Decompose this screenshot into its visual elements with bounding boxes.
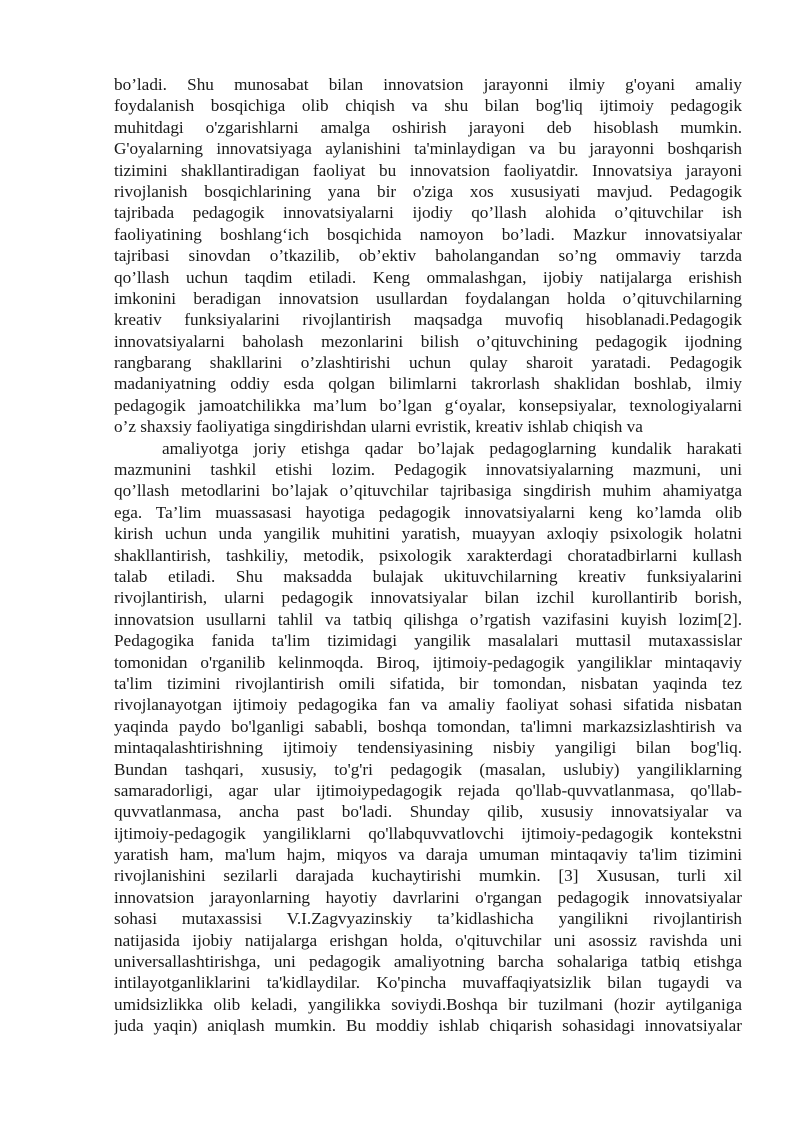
text-line: ta'lim tizimini rivojlantirish omili sifatida, bir tomondan, nisbatan yaqinda tez bbox=[114, 673, 742, 693]
text-line: qo’llash uchun taqdim etiladi. Keng ommalashgan, ijobiy natijalarga erishish bbox=[114, 267, 742, 287]
text-line: rangbarang shakllarini o’zlashtirishi uchun qulay sharoit yaratadi. Pedagogik bbox=[114, 353, 742, 373]
text-line: rivojlanish bosqichlarining yana bir o'ziga xos xususiyati mavjud. Pedagogik bbox=[114, 181, 742, 201]
text-line: imkonini beradigan innovatsion usullardan foydalangan holda o’qituvchilarning bbox=[114, 288, 742, 308]
text-line: mintaqalashtirishning ijtimoiy tendensiyasining nisbiy yangiligi bilan bog'liq. bbox=[114, 738, 742, 758]
text-line: qo’llash metodlarini bo’lajak o’qituvchilar tajribasiga singdirish muhim ahamiyatga bbox=[114, 481, 742, 501]
text-line: o’z shaxsiy faoliyatiga singdirishdan ularni evristik, kreativ ishlab chiqish va bbox=[114, 417, 643, 437]
text-line: kreativ funksiyalarini rivojlantirish maqsadga muvofiq hisoblanadi.Pedagogik bbox=[114, 310, 742, 330]
text-line: shakllantirish, tashkiliy, metodik, psixologik xarakterdagi choratadbirlarni kullash bbox=[114, 545, 742, 565]
text-line: talab etiladi. Shu maksadda bulajak ukituvchilarning kreativ funksiyalarini bbox=[114, 566, 742, 586]
text-line: universallashtirishga, uni pedagogik amaliyotning barcha sohalariga tatbiq etishga bbox=[114, 952, 742, 972]
text-line: faoliyatining boshlang‘ich bosqichida namoyon bo’ladi. Mazkur innovatsiyalar bbox=[114, 224, 742, 244]
text-line: sohasi mutaxassisi V.I.Zagvyazinskiy ta’kidlashicha yangilikni rivojlantirish bbox=[114, 909, 742, 929]
text-line: bo’ladi. Shu munosabat bilan innovatsion jarayonni ilmiy g'oyani amaliy bbox=[114, 75, 742, 94]
text-line: tajribasi sinovdan o’tkazilib, ob’ektiv baholangandan so’ng ommaviy tarzda bbox=[114, 246, 742, 266]
document-page bbox=[114, 74, 742, 1037]
text-line: rivojlanayotgan ijtimoiy pedagogika fan va amaliy faoliyat sohasi sifatida nisbatan bbox=[114, 695, 742, 715]
text-line: rivojlantirish, ularni pedagogik innovatsiyalar bilan izchil kurollantirib borish, bbox=[114, 588, 742, 608]
text-line: foydalanish bosqichiga olib chiqish va shu bilan bog'liq ijtimoiy pedagogik bbox=[114, 96, 742, 116]
text-line: mazmunini tashkil etishi lozim. Pedagogik innovatsiyalarning mazmuni, uni bbox=[114, 460, 742, 480]
text-line: tomonidan o'rganilib kelinmoqda. Biroq, ijtimoiy-pedagogik yangiliklar mintaqaviy bbox=[114, 652, 742, 672]
text-line: quvvatlanmasa, ancha past bo'ladi. Shunday qilib, xususiy innovatsiyalar va bbox=[114, 802, 742, 822]
text-line: ijtimoiy-pedagogik yangiliklarni qo'llabquvvatlovchi ijtimoiy-pedagogik kontekstni bbox=[114, 823, 742, 843]
text-line: yaratish ham, ma'lum hajm, miqyos va daraja umuman mintaqaviy ta'lim tizimini bbox=[114, 845, 742, 865]
text-line: innovatsiyalarni baholash mezonlarini bilish o’qituvchining pedagogik ijodning bbox=[114, 331, 742, 351]
text-line: amaliyotga joriy etishga qadar bo’lajak pedagoglarning kundalik harakati bbox=[162, 438, 742, 458]
text-line: tizimini shakllantiradigan faoliyat bu innovatsion faoliyatdir. Innovatsiya jarayoni bbox=[114, 160, 742, 180]
text-line: yaqinda paydo bo'lganligi sababli, boshqa tomondan, ta'limni markazsizlashtirish va bbox=[114, 716, 742, 736]
text-line: umidsizlikka olib keladi, yangilikka soviydi.Boshqa bir tuzilmani (hozir aytilganiga bbox=[114, 994, 742, 1014]
text-line: Bundan tashqari, xususiy, to'g'ri pedagogik (masalan, uslubiy) yangiliklarning bbox=[114, 759, 742, 779]
text-line: kirish uchun unda yangilik muhitini yaratish, muayyan axloqiy psixologik holatni bbox=[114, 524, 742, 544]
text-line: innovatsion jarayonlarning hayotiy davrlarini o'rgangan pedagogik innovatsiyalar bbox=[114, 887, 742, 907]
text-line: juda yaqin) aniqlash mumkin. Bu moddiy ishlab chiqarish sohasidagi innovatsiyalar bbox=[114, 1016, 742, 1036]
text-line: samaradorligi, agar ular ijtimoiypedagogik rejada qo'llab-quvvatlanmasa, qo'llab- bbox=[114, 780, 742, 800]
paragraph-2 bbox=[114, 438, 742, 1037]
paragraph-1 bbox=[114, 74, 742, 438]
text-line: pedagogik jamoatchilikka ma’lum bo’lgan g‘oyalar, konsepsiyalar, texnologiyalarni bbox=[114, 395, 742, 415]
text-line: G'oyalarning innovatsiyaga aylanishini ta'minlaydigan va bu jarayonni boshqarish bbox=[114, 139, 742, 159]
text-line: Pedagogika fanida ta'lim tizimidagi yangilik masalalari muttasil mutaxassislar bbox=[114, 631, 742, 651]
text-line: intilayotganliklarini ta'kidlaydilar. Ko'pincha muvaffaqiyatsizlik bilan tugaydi va bbox=[114, 973, 742, 993]
text-line: natijasida ijobiy natijalarga erishgan holda, o'qituvchilar uni asossiz ravishda uni bbox=[114, 930, 742, 950]
text-line: innovatsion usullarni tahlil va tatbiq qilishga o’rgatish vazifasini kuyish lozim[2]. bbox=[114, 609, 742, 629]
text-line: muhitdagi o'zgarishlarni amalga oshirish jarayoni deb hisoblash mumkin. bbox=[114, 117, 742, 137]
text-line: ega. Ta’lim muassasasi hayotiga pedagogik innovatsiyalarni keng ko’lamda olib bbox=[114, 502, 742, 522]
text-line: rivojlanishini sezilarli darajada kuchaytirishi mumkin. [3] Xususan, turli xil bbox=[114, 866, 742, 886]
text-line: tajribada pedagogik innovatsiyalarni ijodiy qo’llash alohida o’qituvchilar ish bbox=[114, 203, 742, 223]
text-line: madaniyatning oddiy esda qolgan bilimlarni takrorlash shaklidan boshlab, ilmiy bbox=[114, 374, 742, 394]
